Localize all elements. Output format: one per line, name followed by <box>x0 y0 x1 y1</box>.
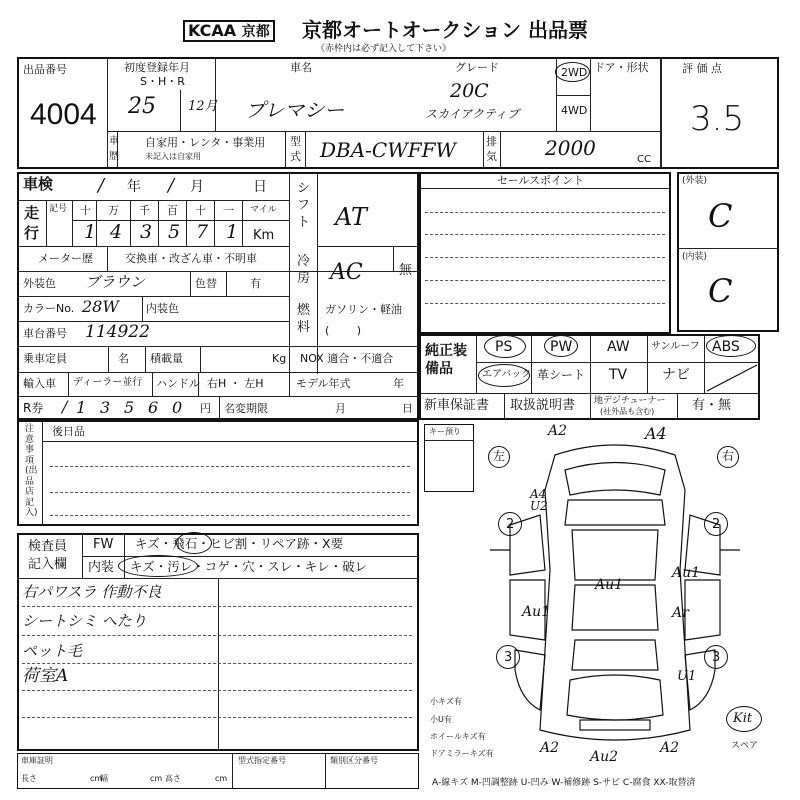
inspection-date-marks: / <box>98 175 105 196</box>
mark-au2-rear: Au2 <box>590 749 619 765</box>
mileage-unit-0: 十 <box>80 204 91 217</box>
inspection-year-label: 年 <box>127 179 141 195</box>
era-options: S・H・R <box>140 75 185 88</box>
mileage-unit-2: 千 <box>139 204 150 217</box>
logo <box>183 20 275 42</box>
usage-note: 未記入は自家用 <box>145 152 201 161</box>
fw-chip-circle <box>176 532 212 554</box>
mark-ar-right: Ar <box>672 605 689 621</box>
key-label: キー預り <box>429 427 461 436</box>
equip-pw-circle <box>544 335 578 357</box>
fuel-paren: ( ) <box>325 324 374 337</box>
tire-front-left-circle <box>498 512 522 536</box>
mark-a4-front: A4 <box>645 424 667 443</box>
mileage-unit-1: 万 <box>108 204 119 217</box>
interior-color-label: 内装色 <box>146 302 179 315</box>
grade-line-2: スカイアクティブ <box>425 107 519 121</box>
interior-grade: C <box>708 272 733 310</box>
remark-4: 荷室A <box>22 666 69 686</box>
tire-rear-right-circle <box>704 645 728 669</box>
tire-rear-left: 3 <box>504 650 513 665</box>
equip-strike-icon <box>705 363 759 393</box>
displacement-label: 排気 <box>486 135 497 163</box>
height-cm: cm <box>215 774 228 783</box>
equip-tv: TV <box>609 367 628 383</box>
inspection-day-label: 日 <box>253 179 267 195</box>
exterior-grade: C <box>708 197 733 235</box>
registration-month: 12月 <box>188 99 218 114</box>
drive-4wd: 4WD <box>561 104 588 117</box>
kit-mark: Kit <box>733 711 753 726</box>
logo-city: 京都 <box>241 24 270 40</box>
equip-sunroof: サンルーフ <box>651 341 700 352</box>
ac-label: 冷房 <box>297 254 311 286</box>
equip-airbag-circle <box>478 364 530 387</box>
mileage-digit-2: 3 <box>140 221 153 243</box>
recycle-yen: 円 <box>200 402 211 415</box>
sheet-title: 京都オートオークション 出品票 <box>302 18 588 42</box>
spare-label: スペア <box>731 741 759 751</box>
width-label: 幅 <box>100 774 108 783</box>
ac-none: 無 <box>399 263 413 278</box>
mark-a2-rear-right: A2 <box>660 740 680 756</box>
recycle-digit-1: 3 <box>100 398 111 417</box>
legend-small-scratch: 小キズ有 <box>430 697 462 706</box>
mileage-km: Km <box>253 228 275 243</box>
width-cm: cm <box>150 774 163 783</box>
import-dealer: ディーラー並行 <box>73 377 143 388</box>
lot-number: 4004 <box>30 98 97 131</box>
remark-2: シートシミ へたり <box>22 612 147 630</box>
first-registration-label: 初度登録年月 <box>124 61 190 74</box>
equip-aw: AW <box>607 339 630 355</box>
rating-label: 評 価 点 <box>682 62 722 75</box>
displacement: 2000 <box>545 136 596 160</box>
recycle-digit-2: 5 <box>124 398 135 417</box>
cc-unit: CC <box>637 154 651 165</box>
notes-label: 注意事項(出品店記入) <box>25 424 38 518</box>
tuner-yesno: 有・無 <box>692 398 732 413</box>
fuel-label: 燃料 <box>297 303 311 335</box>
color-number: 28W <box>82 297 119 316</box>
equipment-label: 純正装備品 <box>425 343 467 377</box>
recycle-digit-3: 6 <box>148 398 159 417</box>
name-change-day: 日 <box>402 402 413 415</box>
fw-label: FW <box>93 537 114 552</box>
mileage-digit-4: 7 <box>196 221 209 243</box>
car-name-label: 車名 <box>290 61 312 74</box>
handle-label: ハンドル <box>156 377 200 390</box>
equip-ps-circle <box>484 335 526 358</box>
equip-abs: ABS <box>712 339 740 355</box>
interior-grade-label: (内装) <box>682 252 708 262</box>
interior-scratch-circle <box>118 555 198 577</box>
inspector-label: 検査員記入欄 <box>28 539 68 572</box>
lot-number-label: 出品番号 <box>23 63 67 76</box>
rating-score: 3.5 <box>690 99 745 139</box>
inspection-month-label: 月 <box>190 179 204 195</box>
inspection-label: 車検 <box>23 175 54 193</box>
exterior-grade-label: (外装) <box>682 176 708 186</box>
remark-3: ペット毛 <box>22 642 83 660</box>
handle-options: 右H ・ 左H <box>207 377 264 390</box>
equip-abs-circle <box>706 335 756 357</box>
tire-rear-right: 3 <box>712 650 721 665</box>
mileage-unit-3: 百 <box>167 204 178 217</box>
shift-value: AT <box>335 203 368 231</box>
load-kg: Kg <box>272 352 287 365</box>
interior-label: 内装 <box>88 560 115 575</box>
tire-front-right-circle <box>704 512 728 536</box>
load-label: 積載量 <box>150 352 183 365</box>
car-diagram <box>480 430 753 760</box>
tire-front-right: 2 <box>712 517 721 532</box>
fw-options: キズ・飛石・ヒビ割・リペア跡・X要 <box>135 536 344 551</box>
drive-2wd: 2WD <box>561 66 588 79</box>
model-year-unit: 年 <box>393 377 404 390</box>
mileage-unit-4: 十 <box>195 204 206 217</box>
mark-au1-left: Au1 <box>522 604 551 620</box>
inspection-month-mark: / <box>168 175 175 196</box>
model-label: 型式 <box>290 135 301 163</box>
mileage-unit-5: 一 <box>223 204 234 217</box>
registration-year: 25 <box>128 94 156 119</box>
mileage-digit-3: 5 <box>168 221 181 243</box>
mileage-kigo: 記号 <box>49 204 68 214</box>
nox-options: NOX 適合・不適合 <box>300 352 394 365</box>
grade-line-1: 20C <box>450 80 489 102</box>
mileage-mile: マイル <box>250 205 277 215</box>
equip-airbag: エアバック <box>482 369 532 380</box>
remark-1: 右パワスラ 作動不良 <box>22 583 162 601</box>
mark-a4-u2-left: A4 U2 <box>530 487 548 513</box>
manual-label: 取扱説明書 <box>510 398 576 413</box>
recycle-digit-4: 0 <box>172 398 183 417</box>
door-shape-label: ドア・形状 <box>594 61 649 74</box>
legend-small-u: 小U有 <box>430 715 452 724</box>
mileage-digit-0: 1 <box>84 221 97 243</box>
class-number-label: 類別区分番号 <box>330 756 378 765</box>
name-change-label: 名変期限 <box>224 402 268 415</box>
mileage-label: 走行 <box>24 204 40 242</box>
fuel-options: ガソリン・軽油 <box>325 303 402 316</box>
import-label: 輸入車 <box>23 377 56 390</box>
recycle-label: R券 <box>23 401 44 415</box>
warranty-label: 新車保証書 <box>424 398 490 413</box>
shift-label: シフト <box>297 181 311 230</box>
model-code: DBA-CWFFW <box>320 138 457 162</box>
right-side-label: 右 <box>722 449 735 463</box>
history-label: 車歴 <box>109 136 119 162</box>
tuner-label: 地デジチューナー <box>594 396 666 406</box>
legend-mirror-scratch: ドアミラーキズ有 <box>430 749 494 758</box>
garage-cert-label: 車庫証明 <box>21 756 53 765</box>
ac-value: AC <box>330 260 363 285</box>
color-number-label: カラーNo. <box>23 302 75 315</box>
mark-au1-center: Au1 <box>595 577 624 593</box>
recycle-digit-0: 1 <box>76 398 87 417</box>
left-side-label: 左 <box>493 449 506 463</box>
logo-text: KCAA <box>188 21 237 40</box>
tuner-note: (社外品も含む) <box>600 407 655 416</box>
height-label: 高さ <box>165 774 181 783</box>
color-change-value: 有 <box>250 277 261 290</box>
model-number-label: 型式指定番号 <box>238 756 286 765</box>
equip-navi: ナビ <box>662 367 690 383</box>
mark-u1-right: U1 <box>677 669 697 684</box>
sales-point-label: セールスポイント <box>497 174 585 187</box>
chassis-label: 車台番号 <box>23 327 67 340</box>
tire-front-left: 2 <box>506 517 515 532</box>
mark-a2-front: A2 <box>548 423 568 439</box>
model-year-label: モデル年式 <box>296 377 351 390</box>
interior-options: キズ・汚レ・コゲ・穴・スレ・キレ・破レ <box>130 559 368 574</box>
equip-pw: PW <box>550 339 573 355</box>
meter-history-options: 交換車・改ざん車・不明車 <box>125 252 257 265</box>
kit-circle <box>726 706 762 732</box>
damage-legend: A-線キズ M-凹調整跡 U-凹み W-補修跡 S-サビ C-腐食 XX-取替済 <box>432 778 696 788</box>
exterior-color: ブラウン <box>85 273 146 291</box>
recycle-slash: / <box>62 397 68 416</box>
equip-leather: 革シート <box>537 368 586 382</box>
length-label: 長さ <box>21 774 37 783</box>
notes-later-items: 後日品 <box>52 425 85 438</box>
usage-options: 自家用・レンタ・事業用 <box>145 136 266 149</box>
sheet-subtitle: 《赤枠内は必ず記入して下さい》 <box>316 44 452 54</box>
meter-history-label: メーター歴 <box>38 252 93 265</box>
drive-2wd-circle <box>555 62 590 82</box>
name-change-month: 月 <box>335 402 346 415</box>
car-name: プレマシー <box>245 98 345 122</box>
color-change-label: 色替 <box>195 277 217 290</box>
capacity-unit: 名 <box>118 352 129 365</box>
tire-rear-left-circle <box>496 645 520 669</box>
legend-wheel-scratch: ホイールキズ有 <box>430 732 486 741</box>
capacity-label: 乗車定員 <box>23 352 67 365</box>
exterior-color-label: 外装色 <box>23 277 56 290</box>
equip-ps: PS <box>495 339 513 355</box>
sales-point-box <box>419 172 671 334</box>
length-cm: cm <box>90 774 103 783</box>
mileage-digit-5: 1 <box>226 221 239 243</box>
grade-label: グレード <box>455 61 499 74</box>
mark-au1-right: Au1 <box>672 565 701 581</box>
mark-a2-rear-left: A2 <box>540 740 560 756</box>
mileage-digit-1: 4 <box>110 221 123 243</box>
chassis-number: 114922 <box>85 322 150 342</box>
